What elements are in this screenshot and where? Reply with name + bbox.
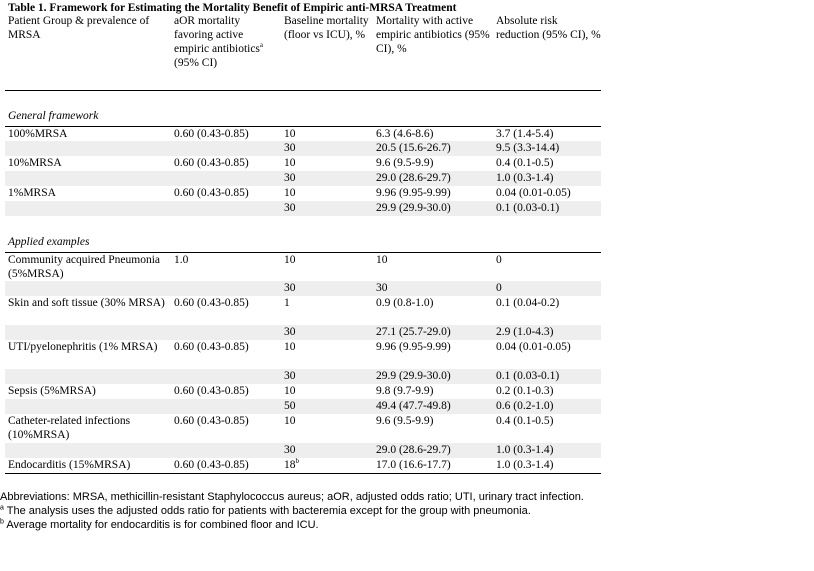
cell-mortality (373, 384, 493, 399)
cell-arr (493, 126, 601, 141)
cell-baseline-text: 10 (284, 341, 296, 353)
cell-arr-text: 0.1 (0.04-0.2) (496, 297, 560, 309)
cell-arr (493, 156, 601, 171)
cell-baseline (281, 399, 373, 414)
cell-baseline (281, 458, 373, 473)
cell-patient-group-text: Skin and soft tissue (30% MRSA) (8, 297, 165, 309)
cell-mortality-text: 29.9 (29.9-30.0) (376, 370, 451, 382)
cell-patient-group (5, 126, 171, 141)
cell-arr (493, 281, 601, 296)
cell-baseline (281, 186, 373, 201)
cell-mortality (373, 443, 493, 458)
cell-mortality (373, 399, 493, 414)
header-baseline: Baseline mortality (floor vs ICU), % (281, 14, 373, 90)
cell-baseline (281, 171, 373, 186)
cell-patient-group (5, 141, 171, 156)
cell-aor (171, 340, 281, 369)
cell-patient-group (5, 296, 171, 325)
cell-patient-group (5, 281, 171, 296)
cell-mortality (373, 186, 493, 201)
cell-arr-text: 0.1 (0.03-0.1) (496, 370, 560, 382)
cell-arr-text: 0.04 (0.01-0.05) (496, 187, 571, 199)
cell-mortality (373, 281, 493, 296)
table-row (5, 141, 601, 156)
mrsa-table (5, 14, 601, 474)
cell-baseline (281, 325, 373, 340)
cell-aor-text: 0.60 (0.43-0.85) (174, 127, 249, 140)
cell-aor (171, 126, 281, 141)
cell-mortality-text: 9.6 (9.5-9.9) (376, 415, 434, 427)
cell-patient-group (5, 458, 171, 473)
table-row (5, 369, 601, 384)
cell-mortality (373, 414, 493, 443)
cell-baseline (281, 443, 373, 458)
cell-mortality-text: 9.96 (9.95-9.99) (376, 187, 451, 199)
general-rows (5, 126, 601, 216)
section-applied (5, 216, 601, 252)
header-row (5, 14, 601, 90)
cell-mortality (373, 340, 493, 369)
table-row (5, 252, 601, 281)
header-patient-group: Patient Group & prevalence of MRSA (5, 14, 171, 90)
cell-mortality-text: 6.3 (4.6-8.6) (376, 127, 434, 140)
cell-baseline (281, 414, 373, 443)
cell-baseline (281, 296, 373, 325)
cell-arr-text: 1.0 (0.3-1.4) (496, 459, 554, 471)
header-aor (171, 14, 281, 90)
cell-aor-text: 0.60 (0.43-0.85) (174, 415, 249, 427)
cell-baseline-text: 10 (284, 187, 296, 199)
footnote-a-mark: a (0, 504, 4, 512)
cell-patient-group (5, 399, 171, 414)
table-row (5, 458, 601, 473)
cell-mortality-text: 17.0 (16.6-17.7) (376, 459, 451, 471)
cell-patient-group (5, 156, 171, 171)
cell-baseline (281, 384, 373, 399)
cell-baseline-text: 30 (284, 172, 296, 184)
cell-arr (493, 340, 601, 369)
cell-arr-text: 0 (496, 282, 502, 294)
section-general (5, 90, 601, 126)
table-notes (0, 490, 606, 532)
cell-baseline (281, 141, 373, 156)
cell-mortality (373, 325, 493, 340)
table-row (5, 414, 601, 443)
cell-baseline (281, 340, 373, 369)
footnote-a (0, 504, 606, 518)
cell-aor (171, 325, 281, 340)
cell-aor-text: 0.60 (0.43-0.85) (174, 157, 249, 169)
cell-mortality-text: 29.0 (28.6-29.7) (376, 172, 451, 184)
cell-arr-text: 3.7 (1.4-5.4) (496, 127, 554, 140)
footnote-b-text: Average mortality for endocarditis is for combined floor and ICU. (3, 519, 319, 531)
cell-mortality (373, 369, 493, 384)
cell-mortality (373, 252, 493, 281)
table-row (5, 340, 601, 369)
cell-mortality (373, 126, 493, 141)
cell-aor (171, 201, 281, 216)
cell-baseline-text: 10 (284, 415, 296, 427)
cell-aor-text: 0.60 (0.43-0.85) (174, 297, 249, 309)
cell-mortality-text: 20.5 (15.6-26.7) (376, 142, 451, 154)
cell-patient-group (5, 252, 171, 281)
cell-aor-text: 0.60 (0.43-0.85) (174, 459, 249, 471)
applied-rows (5, 252, 601, 473)
cell-mortality-text: 10 (376, 253, 388, 266)
cell-arr (493, 171, 601, 186)
cell-mortality-text: 9.6 (9.5-9.9) (376, 157, 434, 169)
cell-aor (171, 414, 281, 443)
table-row (5, 399, 601, 414)
table-row (5, 281, 601, 296)
cell-arr (493, 414, 601, 443)
cell-patient-group (5, 201, 171, 216)
cell-arr (493, 443, 601, 458)
table-row (5, 126, 601, 141)
cell-baseline-text: 1 (284, 297, 290, 309)
cell-arr-text: 0.1 (0.03-0.1) (496, 202, 560, 214)
cell-arr-text: 0.2 (0.1-0.3) (496, 385, 554, 397)
cell-arr (493, 296, 601, 325)
table-row (5, 186, 601, 201)
cell-baseline (281, 201, 373, 216)
cell-mortality-text: 27.1 (25.7-29.0) (376, 326, 451, 338)
cell-patient-group-text: Sepsis (5%MRSA) (8, 385, 96, 397)
cell-mortality-text: 29.0 (28.6-29.7) (376, 444, 451, 456)
cell-mortality-text: 30 (376, 282, 388, 294)
cell-arr-text: 0.04 (0.01-0.05) (496, 341, 571, 353)
cell-baseline (281, 156, 373, 171)
cell-patient-group (5, 186, 171, 201)
footnote-b-mark: b (0, 518, 4, 526)
cell-mortality-text: 29.9 (29.9-30.0) (376, 202, 451, 214)
abbreviations-note: Abbreviations: MRSA, methicillin-resistant Staphylococcus aureus; aOR, adjusted odds ratio; UTI, urinary tract infection. (0, 491, 584, 503)
cell-mortality (373, 296, 493, 325)
header-aor-text: aOR mortality favoring active empiric antibiotics (174, 15, 260, 55)
cell-patient-group-text: 10%MRSA (8, 157, 62, 169)
cell-patient-group (5, 369, 171, 384)
table-row (5, 443, 601, 458)
cell-arr (493, 252, 601, 281)
cell-aor-text: 1.0 (174, 253, 189, 266)
cell-patient-group-text: 100%MRSA (8, 127, 68, 140)
cell-patient-group-text: Catheter-related infections (10%MRSA) (8, 415, 131, 441)
cell-patient-group (5, 171, 171, 186)
cell-arr (493, 369, 601, 384)
cell-mortality-text: 9.96 (9.95-9.99) (376, 341, 451, 353)
section-general-label: General framework (5, 90, 601, 126)
cell-arr-text: 1.0 (0.3-1.4) (496, 172, 554, 184)
cell-patient-group-text: Community acquired Pneumonia (5%MRSA) (8, 253, 161, 280)
cell-mortality-text: 49.4 (47.7-49.8) (376, 400, 451, 412)
cell-baseline-text: 30 (284, 202, 296, 214)
cell-baseline-text: 30 (284, 142, 296, 154)
cell-arr-text: 9.5 (3.3-14.4) (496, 142, 560, 154)
cell-baseline-text: 10 (284, 253, 296, 266)
cell-baseline (281, 252, 373, 281)
cell-aor-text: 0.60 (0.43-0.85) (174, 385, 249, 397)
cell-aor (171, 186, 281, 201)
cell-aor (171, 171, 281, 186)
header-mortality: Mortality with active empiric antibiotics (95% CI), % (373, 14, 493, 90)
table-row (5, 325, 601, 340)
cell-aor (171, 458, 281, 473)
cell-patient-group-text: Endocarditis (15%MRSA) (8, 459, 131, 471)
table-row (5, 156, 601, 171)
cell-patient-group (5, 325, 171, 340)
cell-patient-group (5, 384, 171, 399)
cell-arr (493, 399, 601, 414)
cell-aor (171, 399, 281, 414)
cell-baseline-text: 30 (284, 326, 296, 338)
cell-arr (493, 141, 601, 156)
cell-mortality-text: 0.9 (0.8-1.0) (376, 297, 434, 309)
cell-baseline-text: 10 (284, 127, 296, 140)
cell-arr-text: 0.4 (0.1-0.5) (496, 157, 554, 169)
cell-mortality (373, 458, 493, 473)
cell-baseline-text: 50 (284, 400, 296, 412)
cell-aor (171, 141, 281, 156)
cell-aor (171, 281, 281, 296)
cell-mortality (373, 156, 493, 171)
cell-arr (493, 325, 601, 340)
cell-patient-group-text: UTI/pyelonephritis (1% MRSA) (8, 341, 158, 353)
cell-baseline (281, 369, 373, 384)
header-arr: Absolute risk reduction (95% CI), % (493, 14, 601, 90)
cell-arr-text: 0 (496, 253, 502, 266)
section-applied-label: Applied examples (5, 216, 601, 252)
cell-baseline-text: 30 (284, 370, 296, 382)
cell-baseline-text: 10 (284, 157, 296, 169)
cell-aor (171, 296, 281, 325)
cell-aor-text: 0.60 (0.43-0.85) (174, 187, 249, 199)
cell-baseline-text: 30 (284, 444, 296, 456)
cell-aor (171, 369, 281, 384)
table-title: Table 1. Framework for Estimating the Mortality Benefit of Empiric anti-MRSA Treatment (8, 2, 457, 14)
table-row (5, 201, 601, 216)
cell-mortality (373, 171, 493, 186)
cell-patient-group (5, 414, 171, 443)
cell-aor-text: 0.60 (0.43-0.85) (174, 341, 249, 353)
cell-patient-group (5, 340, 171, 369)
cell-patient-group (5, 443, 171, 458)
footnote-a-ref: a (259, 41, 264, 50)
cell-arr-text: 2.9 (1.0-4.3) (496, 326, 554, 338)
footnote-a-text: The analysis uses the adjusted odds ratio for patients with bacteremia except for the group with pneumonia. (3, 505, 531, 517)
cell-arr (493, 201, 601, 216)
cell-mortality-text: 9.8 (9.7-9.9) (376, 385, 434, 397)
footnote-b (0, 518, 606, 532)
cell-aor (171, 252, 281, 281)
cell-arr (493, 384, 601, 399)
cell-arr-text: 0.4 (0.1-0.5) (496, 415, 554, 427)
cell-baseline-text: 18 (284, 459, 296, 471)
cell-baseline (281, 126, 373, 141)
cell-aor (171, 384, 281, 399)
cell-patient-group-text: 1%MRSA (8, 187, 56, 199)
cell-baseline (281, 281, 373, 296)
table-row (5, 171, 601, 186)
header-aor-tail: (95% CI) (174, 57, 218, 69)
cell-mortality (373, 201, 493, 216)
cell-mortality (373, 141, 493, 156)
cell-arr-text: 0.6 (0.2-1.0) (496, 400, 554, 412)
cell-arr-text: 1.0 (0.3-1.4) (496, 444, 554, 456)
cell-aor (171, 156, 281, 171)
cell-aor (171, 443, 281, 458)
footnote-b-ref: b (295, 458, 299, 466)
table-row (5, 384, 601, 399)
cell-arr (493, 458, 601, 473)
cell-arr (493, 186, 601, 201)
cell-baseline-text: 10 (284, 385, 296, 397)
table-row (5, 296, 601, 325)
cell-baseline-text: 30 (284, 282, 296, 294)
